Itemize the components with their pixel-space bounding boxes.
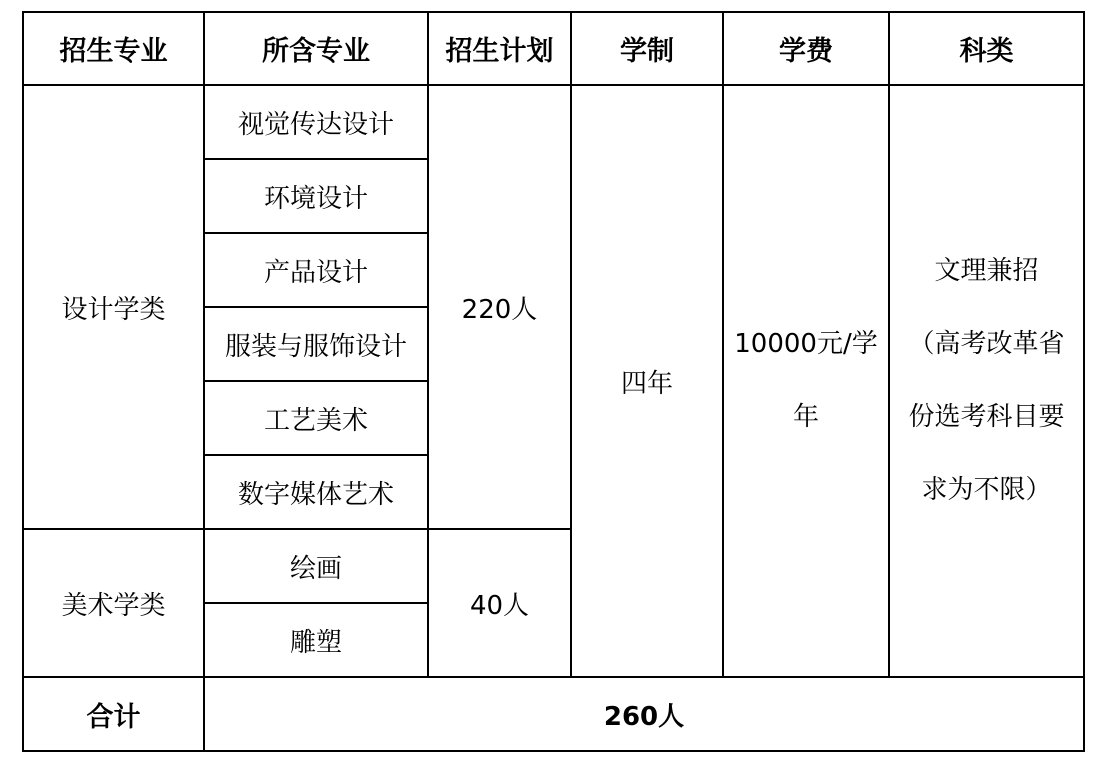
plan-cell-fine-arts: 40人 — [428, 529, 571, 677]
header-tuition: 学费 — [723, 12, 889, 85]
duration-cell: 四年 — [571, 85, 723, 677]
header-included-programs: 所含专业 — [204, 12, 428, 85]
category-line: 求为不限） — [921, 475, 1052, 505]
header-row — [23, 12, 1084, 85]
major-cell-design: 设计学类 — [23, 85, 204, 529]
category-line: （高考改革省 — [908, 329, 1065, 359]
category-line: 文理兼招 — [934, 256, 1039, 286]
table-row — [23, 85, 1084, 159]
total-value-cell: 260人 — [204, 677, 1084, 751]
header-admission-major: 招生专业 — [23, 12, 204, 85]
program-cell: 视觉传达设计 — [204, 85, 428, 159]
header-category: 科类 — [889, 12, 1084, 85]
header-duration: 学制 — [571, 12, 723, 85]
category-cell — [889, 85, 1084, 677]
program-cell: 服装与服饰设计 — [204, 307, 428, 381]
tuition-line: 年 — [792, 402, 819, 432]
major-cell-fine-arts: 美术学类 — [23, 529, 204, 677]
tuition-cell — [723, 85, 889, 677]
total-label-cell: 合计 — [23, 677, 204, 751]
header-enrollment-plan: 招生计划 — [428, 12, 571, 85]
admissions-table — [22, 11, 1085, 752]
program-cell: 工艺美术 — [204, 381, 428, 455]
plan-cell-design: 220人 — [428, 85, 571, 529]
category-line: 份选考科目要 — [908, 402, 1065, 432]
tuition-line: 10000元/学 — [734, 329, 878, 359]
total-row — [23, 677, 1084, 751]
program-cell: 环境设计 — [204, 159, 428, 233]
program-cell: 产品设计 — [204, 233, 428, 307]
program-cell: 绘画 — [204, 529, 428, 603]
program-cell: 雕塑 — [204, 603, 428, 677]
program-cell: 数字媒体艺术 — [204, 455, 428, 529]
